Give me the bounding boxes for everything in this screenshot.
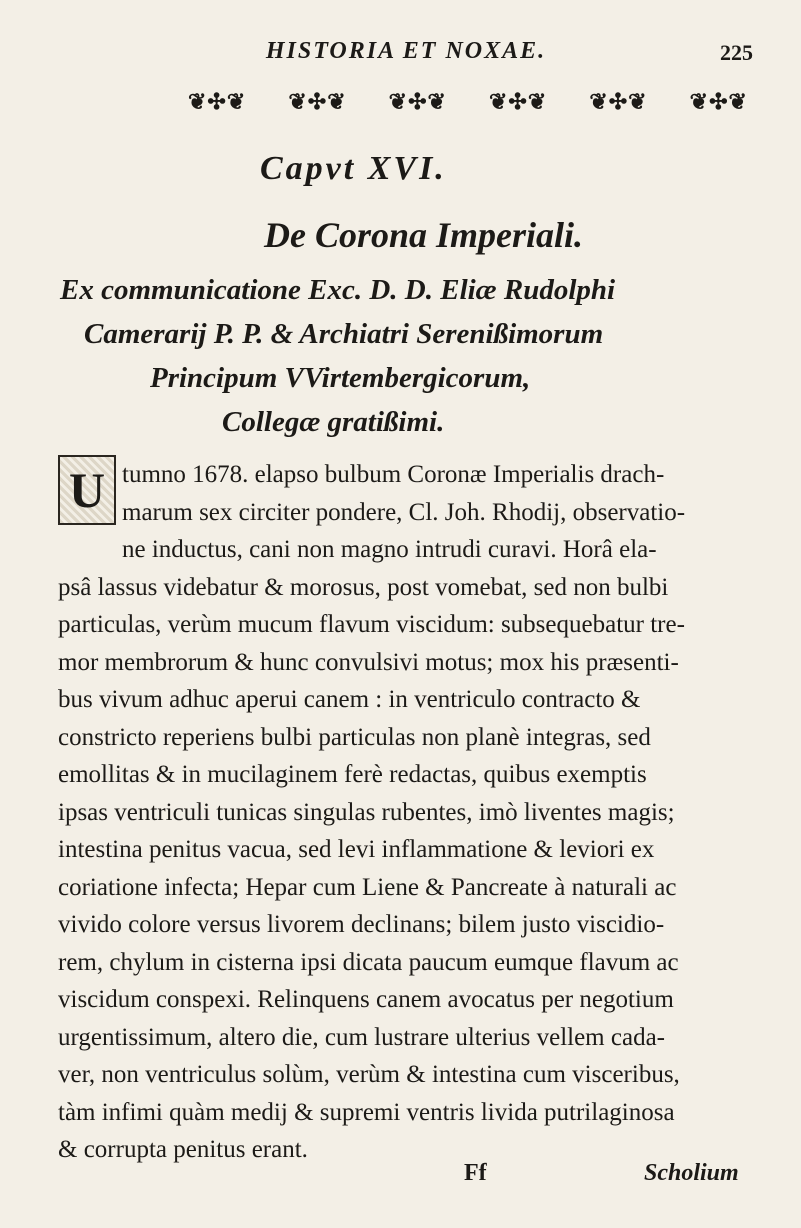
running-head: HISTORIA ET NOXAE. (265, 38, 547, 64)
body-text (58, 456, 738, 1169)
text-line: particulas, verùm mucum flavum viscidum: subsequebatur tre- (58, 611, 685, 638)
page-number: 225 (720, 40, 753, 65)
text-line: urgentissimum, altero die, cum lustrare ulterius vellem cada- (58, 1023, 665, 1051)
text-line: & corrupta penitus erant. (58, 1136, 308, 1163)
text-line: ver, non ventriculus solùm, verùm & intestina cum visceribus, (58, 1061, 680, 1088)
text-line: psâ lassus videbatur & morosus, post vomebat, sed non bulbi (58, 573, 669, 601)
text-line: emollitas & in mucilaginem ferè redactas, quibus exemptis (58, 761, 647, 788)
text-line: intestina penitus vacua, sed levi inflammatione & leviori ex (58, 836, 655, 863)
text-line: constricto reperiens bulbi particulas non planè integras, sed (58, 723, 651, 751)
text-line: tàm infimi quàm medij & supremi ventris livida putrilaginosa (58, 1098, 675, 1126)
text-line: coriatione infecta; Hepar cum Liene & Pancreate à naturali ac (58, 873, 677, 901)
text-line: bus vivum adhuc aperui canem : in ventriculo contracto & (58, 686, 641, 713)
subtitle-line: Collegæ gratißimi. (222, 406, 445, 438)
drop-cap-letter: U (68, 462, 106, 518)
ornament-icon: ❦✣❦ (689, 89, 748, 114)
ornament-icon: ❦✣❦ (488, 89, 548, 114)
text-line: vivido colore versus livorem declinans; bilem justo viscidio- (58, 911, 665, 938)
signature-mark: Ff (464, 1160, 487, 1186)
subtitle-line: Principum VVirtembergicorum, (150, 362, 531, 394)
text-line: mor membrorum & hunc convulsivi motus; mox his præsenti- (58, 648, 679, 676)
ornament-band (188, 86, 748, 118)
subtitle-line: Camerarij P. P. & Archiatri Serenißimorum (84, 318, 604, 350)
ornament-icon: ❦✣❦ (388, 89, 447, 114)
text-line: ne inductus, cani non magno intrudi curavi. Horâ ela- (122, 536, 657, 563)
text-line: ipsas ventriculi tunicas singulas rubentes, imò liventes magis; (58, 798, 675, 826)
ornament-icon: ❦✣❦ (188, 89, 247, 114)
subtitle-line: Ex communicatione Exc. D. D. Eliæ Rudolphi (60, 274, 616, 306)
ornament-icon: ❦✣❦ (288, 89, 347, 114)
ornament-icon: ❦✣❦ (589, 89, 648, 114)
chapter-label: Capvt XVI. (260, 150, 447, 187)
text-line: marum sex circiter pondere, Cl. Joh. Rhodij, observatio- (122, 498, 686, 526)
text-line: tumno 1678. elapso bulbum Coronæ Imperialis drach- (122, 461, 665, 488)
text-line: viscidum conspexi. Relinquens canem avocatus per negotium (58, 986, 674, 1013)
text-line: rem, chylum in cisterna ipsi dicata paucum eumque flavum ac (58, 948, 679, 976)
catchword: Scholium (644, 1160, 739, 1186)
chapter-title: De Corona Imperiali. (264, 215, 584, 255)
